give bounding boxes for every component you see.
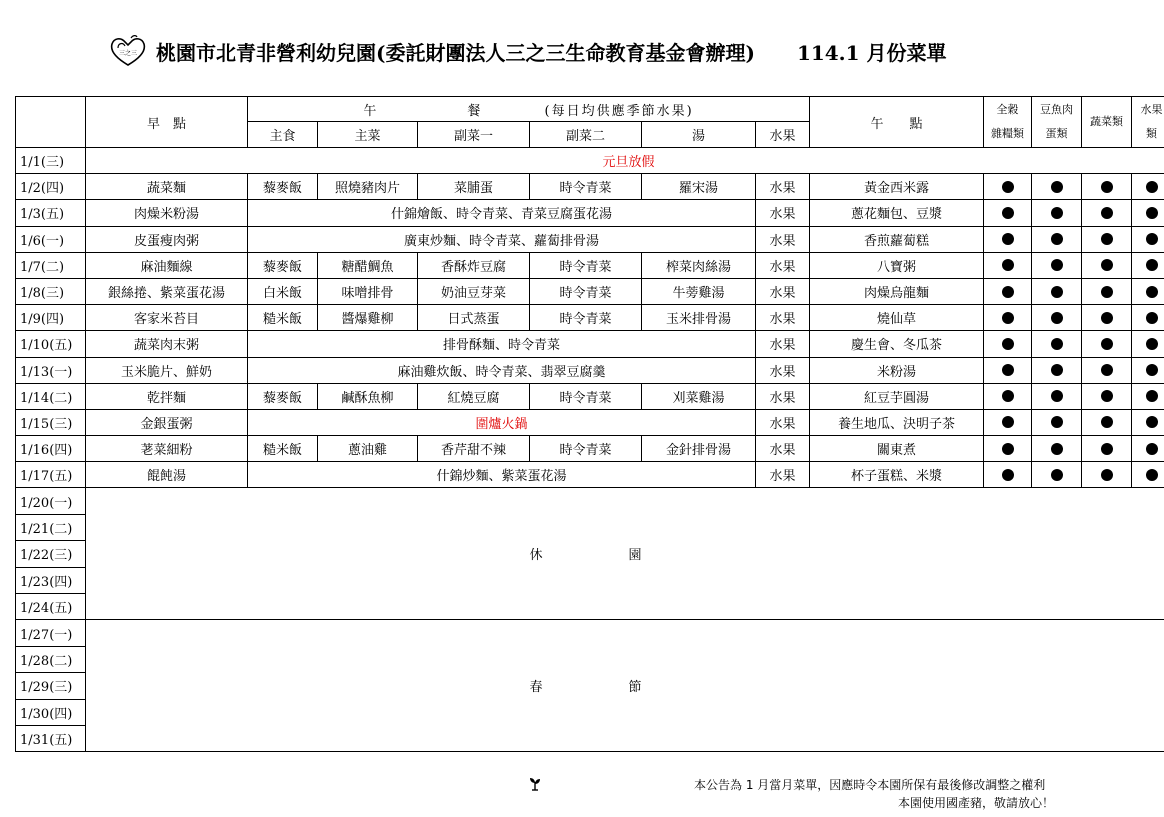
fruit-dot: [1132, 200, 1164, 226]
fruit-dot: [1132, 383, 1164, 409]
grains-dot: [984, 409, 1032, 435]
row-date: 1/1(三): [16, 148, 86, 174]
grains-dot: [984, 331, 1032, 357]
table-row: [16, 488, 1164, 514]
fruit-dot: [1132, 436, 1164, 462]
row-snack: 八寶粥: [810, 252, 984, 278]
fruit-dot: [1132, 252, 1164, 278]
lunch-header: [248, 97, 810, 122]
table-row: [16, 226, 1164, 252]
side1-header: 副菜一: [418, 122, 530, 148]
row-side1: 香芹甜不辣: [418, 436, 530, 462]
row-date: 1/31(五): [16, 725, 86, 751]
row-main: 醬爆雞柳: [318, 305, 418, 331]
row-fruit: 水果: [756, 200, 810, 226]
snack-header: 午 點: [810, 97, 984, 148]
table-row: [16, 278, 1164, 304]
protein-dot: [1032, 200, 1082, 226]
row-date: 1/27(一): [16, 620, 86, 646]
row-breakfast: 蔬菜肉末粥: [86, 331, 248, 357]
side2-header: 副菜二: [530, 122, 642, 148]
veg-dot: [1082, 278, 1132, 304]
table-row: [16, 305, 1164, 331]
row-fruit: 水果: [756, 331, 810, 357]
grains-dot: [984, 226, 1032, 252]
row-date: 1/24(五): [16, 594, 86, 620]
grains-dot: [984, 357, 1032, 383]
fruit-dot: [1132, 226, 1164, 252]
row-side1: 日式蒸蛋: [418, 305, 530, 331]
row-fruit: 水果: [756, 436, 810, 462]
veg-dot: [1082, 305, 1132, 331]
veg-dot: [1082, 226, 1132, 252]
row-date: 1/30(四): [16, 699, 86, 725]
fruit-dot: [1132, 278, 1164, 304]
row-snack: 紅豆芋圓湯: [810, 383, 984, 409]
footer-note: [694, 776, 1054, 812]
footer-line-1: 本公告為 1 月當月菜單，因應時令本園所保有最後修改調整之權利: [694, 778, 1046, 792]
protein-dot: [1032, 278, 1082, 304]
row-breakfast: 皮蛋瘦肉粥: [86, 226, 248, 252]
grains-dot: [984, 305, 1032, 331]
fruit-header: 水果: [756, 122, 810, 148]
row-soup: 榨菜肉絲湯: [642, 252, 756, 278]
row-date: 1/22(三): [16, 541, 86, 567]
footer-line-2: 本園使用國產豬，敬請放心！: [898, 796, 1055, 810]
staple-header: 主食: [248, 122, 318, 148]
row-date: 1/9(四): [16, 305, 86, 331]
protein-dot: [1032, 252, 1082, 278]
row-fruit: 水果: [756, 174, 810, 200]
row-snack: 黃金西米露: [810, 174, 984, 200]
holiday-label: 元旦放假: [86, 148, 1164, 174]
row-side1: 香酥炸豆腐: [418, 252, 530, 278]
row-staple: 藜麥飯: [248, 383, 318, 409]
row-soup: 金針排骨湯: [642, 436, 756, 462]
row-breakfast: 金銀蛋粥: [86, 409, 248, 435]
row-date: 1/6(一): [16, 226, 86, 252]
row-date: 1/15(三): [16, 409, 86, 435]
table-row: [16, 148, 1164, 174]
veg-dot: [1082, 331, 1132, 357]
date-header: [16, 97, 86, 148]
main-header: 主菜: [318, 122, 418, 148]
row-snack: 養生地瓜、決明子茶: [810, 409, 984, 435]
veg-dot: [1082, 462, 1132, 488]
veg-dot: [1082, 252, 1132, 278]
row-lunch: 什錦燴飯、時令青菜、青菜豆腐蛋花湯: [248, 200, 756, 226]
grains-dot: [984, 252, 1032, 278]
table-row: [16, 383, 1164, 409]
protein-dot: [1032, 409, 1082, 435]
row-date: 1/13(一): [16, 357, 86, 383]
row-fruit: 水果: [756, 409, 810, 435]
protein-dot: [1032, 331, 1082, 357]
row-breakfast: 蔬菜麵: [86, 174, 248, 200]
row-lunch: 廣東炒麵、時令青菜、蘿蔔排骨湯: [248, 226, 756, 252]
lunch-header-label: 午 餐: [363, 103, 481, 119]
row-snack: 香煎蘿蔔糕: [810, 226, 984, 252]
grains-dot: [984, 278, 1032, 304]
row-soup: 羅宋湯: [642, 174, 756, 200]
header-row-1: [16, 97, 1164, 122]
fruit-dot: [1132, 331, 1164, 357]
row-snack: 關東煮: [810, 436, 984, 462]
grains-header: 全穀 雜糧類: [984, 97, 1032, 148]
page-title: 桃園市北青非營利幼兒園(委託財團法人三之三生命教育基金會辦理): [156, 40, 755, 65]
protein-dot: [1032, 174, 1082, 200]
protein-dot: [1032, 357, 1082, 383]
protein-dot: [1032, 436, 1082, 462]
veg-dot: [1082, 357, 1132, 383]
table-row: [16, 462, 1164, 488]
table-row: [16, 409, 1164, 435]
school-logo-icon: [108, 34, 148, 68]
fruit-dot: [1132, 409, 1164, 435]
fruit-dot: [1132, 305, 1164, 331]
row-breakfast: 客家米苔目: [86, 305, 248, 331]
row-side1: 紅燒豆腐: [418, 383, 530, 409]
row-fruit: 水果: [756, 252, 810, 278]
menu-table: [15, 96, 1164, 752]
row-side2: 時令青菜: [530, 305, 642, 331]
row-staple: 糙米飯: [248, 436, 318, 462]
row-snack: 慶生會、冬瓜茶: [810, 331, 984, 357]
veg-dot: [1082, 174, 1132, 200]
row-side1: 奶油豆芽菜: [418, 278, 530, 304]
row-date: 1/14(二): [16, 383, 86, 409]
lunch-note: (每日均供應季節水果): [544, 103, 694, 119]
row-snack: 杯子蛋糕、米漿: [810, 462, 984, 488]
row-snack: 肉燥烏龍麵: [810, 278, 984, 304]
protein-dot: [1032, 305, 1082, 331]
veg-dot: [1082, 409, 1132, 435]
row-staple: 藜麥飯: [248, 174, 318, 200]
row-date: 1/3(五): [16, 200, 86, 226]
table-row: [16, 200, 1164, 226]
grains-dot: [984, 462, 1032, 488]
row-snack: 燒仙草: [810, 305, 984, 331]
row-date: 1/16(四): [16, 436, 86, 462]
row-breakfast: 乾拌麵: [86, 383, 248, 409]
table-row: [16, 620, 1164, 646]
row-date: 1/7(二): [16, 252, 86, 278]
fruit-dot: [1132, 357, 1164, 383]
row-date: 1/8(三): [16, 278, 86, 304]
breakfast-header: 早 點: [86, 97, 248, 148]
row-side2: 時令青菜: [530, 436, 642, 462]
row-snack: 蔥花麵包、豆漿: [810, 200, 984, 226]
row-fruit: 水果: [756, 462, 810, 488]
row-soup: 刈菜雞湯: [642, 383, 756, 409]
closed-label: 休園: [86, 488, 1164, 620]
row-main: 蔥油雞: [318, 436, 418, 462]
row-breakfast: 餛飩湯: [86, 462, 248, 488]
veg-dot: [1082, 200, 1132, 226]
row-main: 糖醋鯛魚: [318, 252, 418, 278]
row-lunch: 麻油雞炊飯、時令青菜、翡翠豆腐羹: [248, 357, 756, 383]
row-breakfast: 肉燥米粉湯: [86, 200, 248, 226]
table-row: [16, 252, 1164, 278]
row-fruit: 水果: [756, 357, 810, 383]
row-date: 1/2(四): [16, 174, 86, 200]
grains-dot: [984, 436, 1032, 462]
row-staple: 白米飯: [248, 278, 318, 304]
row-date: 1/28(二): [16, 646, 86, 672]
row-breakfast: 荖菜細粉: [86, 436, 248, 462]
row-staple: 糙米飯: [248, 305, 318, 331]
protein-dot: [1032, 226, 1082, 252]
row-fruit: 水果: [756, 305, 810, 331]
veg-dot: [1082, 383, 1132, 409]
row-side2: 時令青菜: [530, 383, 642, 409]
row-date: 1/21(二): [16, 514, 86, 540]
row-date: 1/23(四): [16, 567, 86, 593]
row-side2: 時令青菜: [530, 278, 642, 304]
grains-dot: [984, 174, 1032, 200]
row-side2: 時令青菜: [530, 252, 642, 278]
row-side1: 菜脯蛋: [418, 174, 530, 200]
row-date: 1/29(三): [16, 673, 86, 699]
table-row: [16, 436, 1164, 462]
table-row: [16, 174, 1164, 200]
table-row: [16, 331, 1164, 357]
row-date: 1/17(五): [16, 462, 86, 488]
row-fruit: 水果: [756, 383, 810, 409]
grains-dot: [984, 383, 1032, 409]
protein-dot: [1032, 462, 1082, 488]
fruit-dot: [1132, 462, 1164, 488]
row-main: 鹹酥魚柳: [318, 383, 418, 409]
row-breakfast: 玉米脆片、鮮奶: [86, 357, 248, 383]
sprout-icon: [527, 775, 543, 791]
row-date: 1/20(一): [16, 488, 86, 514]
table-row: [16, 357, 1164, 383]
spring-label: 春節: [86, 620, 1164, 752]
row-lunch-special: 圍爐火鍋: [248, 409, 756, 435]
row-soup: 玉米排骨湯: [642, 305, 756, 331]
soup-header: 湯: [642, 122, 756, 148]
row-breakfast: 銀絲捲、紫菜蛋花湯: [86, 278, 248, 304]
row-breakfast: 麻油麵線: [86, 252, 248, 278]
row-side2: 時令青菜: [530, 174, 642, 200]
menu-month: 114.1 月份菜單: [796, 40, 947, 65]
row-lunch: 什錦炒麵、紫菜蛋花湯: [248, 462, 756, 488]
veg-header: 蔬菜類: [1082, 97, 1132, 148]
row-date: 1/10(五): [16, 331, 86, 357]
svg-text:三之三: 三之三: [118, 50, 138, 57]
fruit-dot: [1132, 174, 1164, 200]
row-main: 照燒豬肉片: [318, 174, 418, 200]
row-fruit: 水果: [756, 278, 810, 304]
page-header: [108, 34, 947, 68]
row-snack: 米粉湯: [810, 357, 984, 383]
row-main: 味噌排骨: [318, 278, 418, 304]
row-fruit: 水果: [756, 226, 810, 252]
protein-header: 豆魚肉 蛋類: [1032, 97, 1082, 148]
grains-dot: [984, 200, 1032, 226]
protein-dot: [1032, 383, 1082, 409]
row-staple: 藜麥飯: [248, 252, 318, 278]
row-lunch: 排骨酥麵、時令青菜: [248, 331, 756, 357]
veg-dot: [1082, 436, 1132, 462]
row-soup: 牛蒡雞湯: [642, 278, 756, 304]
fruit-group-header: 水果 類: [1132, 97, 1164, 148]
